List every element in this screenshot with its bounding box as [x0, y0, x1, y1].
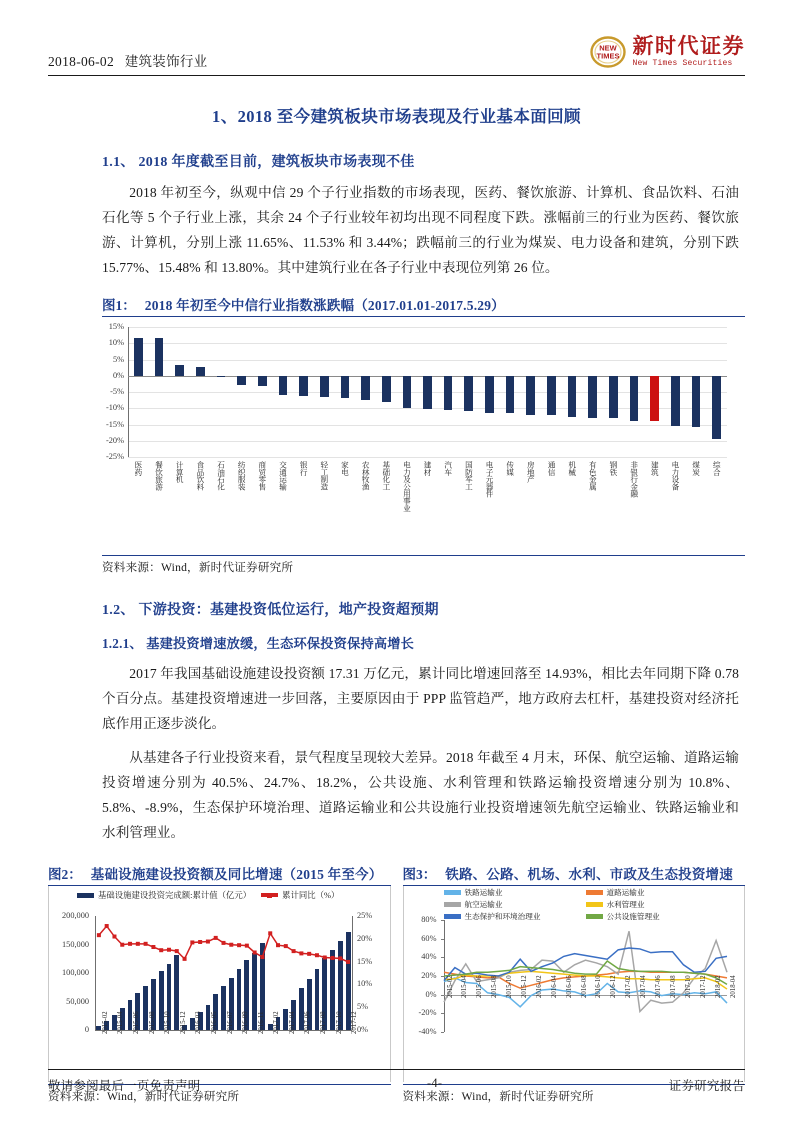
category-label: 电力设备 — [670, 461, 680, 490]
bar — [712, 376, 721, 439]
x-tick-label: 2015-08 — [148, 1011, 156, 1034]
line-series — [444, 931, 727, 1011]
figure-2-title: 基础设施建设投资额及同比增速（2015 年至今） — [90, 867, 383, 882]
bar — [444, 376, 453, 410]
x-tick-label: 2016-09 — [242, 1011, 250, 1034]
figure-row — [48, 863, 745, 1104]
y-tick-label: 80% — [421, 915, 437, 924]
x-tick-label: 2017-06 — [655, 975, 663, 998]
y-tick-label: 20% — [421, 971, 437, 980]
figure-2-header — [48, 863, 391, 886]
bar-highlight — [650, 376, 659, 421]
category-label: 银行 — [299, 461, 309, 476]
bar — [299, 376, 308, 396]
svg-text:TIMES: TIMES — [596, 51, 619, 61]
y-tick-label: 60% — [421, 933, 437, 943]
x-tick-label: 2017-12 — [351, 1011, 359, 1034]
x-tick-label: 2017-04 — [640, 975, 648, 998]
bar — [568, 376, 577, 417]
y-tick-label-left: 150,000 — [62, 939, 89, 949]
y-tick-label: 0% — [425, 989, 437, 999]
figure-3-chart — [403, 886, 746, 1082]
x-tick-label: 2017-04 — [288, 1011, 296, 1034]
category-label: 基础化工 — [381, 461, 391, 490]
category-label: 电子元器件 — [485, 461, 495, 497]
x-tick-label: 2016-12 — [610, 975, 618, 998]
bar — [155, 338, 164, 375]
x-tick-label: 2016-04 — [550, 975, 558, 998]
bar — [547, 376, 556, 416]
y-tick-label: 5% — [112, 354, 124, 364]
bar — [196, 367, 205, 375]
bar — [423, 376, 432, 409]
figure-3-source: 资料来源：Wind，新时代证券研究所 — [403, 1084, 746, 1104]
y-tick-label-left: 50,000 — [66, 996, 89, 1006]
figure-3-title: 铁路、公路、机场、水利、市政及生态投资增速 — [445, 867, 733, 882]
y-tick-label: 15% — [108, 322, 124, 331]
x-tick-label: 2017-08 — [319, 1011, 327, 1034]
x-tick-label: 2017-02 — [625, 975, 633, 998]
category-label: 农林牧渔 — [361, 461, 371, 490]
bar — [403, 376, 412, 408]
figure-3-number: 图3： — [402, 867, 437, 882]
category-label: 钢铁 — [608, 461, 618, 476]
company-name — [633, 36, 746, 68]
x-tick-label: 2015-10 — [506, 975, 514, 998]
x-tick-label: 2016-08 — [580, 975, 588, 998]
category-label: 综合 — [712, 461, 722, 476]
figure-2 — [48, 863, 391, 1104]
figure-2-source: 资料来源：Wind，新时代证券研究所 — [48, 1084, 391, 1104]
y-tick-label: 10% — [108, 338, 124, 348]
x-tick-label: 2016-05 — [210, 1011, 218, 1034]
legend-label: 铁路运输业 — [464, 888, 503, 897]
legend-label: 公共设施管理业 — [606, 912, 660, 921]
bar — [175, 365, 184, 376]
paragraph-1-2-1-b: 从基建各子行业投资来看，景气程度呈现较大差异。2018 年截至 4 月末，环保、航空运输、道路运输投资增速分别为 40.5%、24.7%、18.2%，公共设施、水利管理和铁路运输投资增速分别为 10.8%、5.8%、-8.9%，生态保护环境治理、道路运输业和公共设施行业投资增速领先航空运输业、铁路运输业和水利管理业。 — [102, 750, 739, 840]
bar — [320, 376, 329, 397]
bar — [506, 376, 515, 414]
company-logo — [589, 33, 746, 72]
y-tick-label: -20% — [418, 1008, 437, 1018]
figure-1 — [48, 294, 745, 575]
bar — [237, 376, 246, 385]
bar — [217, 376, 226, 377]
category-label: 国防军工 — [464, 461, 474, 490]
footer-doc-type: 证券研究报告 — [668, 1079, 745, 1093]
gridline — [128, 327, 727, 328]
y-tick-label-left: 200,000 — [62, 911, 89, 920]
bar — [671, 376, 680, 426]
figure-1-number: 图1： — [102, 298, 136, 313]
company-name-en: New Times Securities — [632, 59, 733, 68]
gridline — [128, 441, 727, 442]
y-tick-label-right: 15% — [357, 956, 373, 966]
x-tick-label: 2017-08 — [669, 975, 677, 998]
bar — [630, 376, 639, 422]
svg-text:NEW: NEW — [598, 43, 617, 53]
x-tick-label: 2016-02 — [535, 975, 543, 998]
legend-label: 水利管理业 — [606, 900, 645, 909]
footer-disclaimer: 敬请参阅最后一页免责声明 — [48, 1079, 201, 1093]
heading-1-1: 1.1、 2018 年度截至目前，建筑板块市场表现不佳 — [102, 155, 415, 170]
x-tick-label: 2017-10 — [335, 1011, 343, 1034]
bar — [279, 376, 288, 395]
y-tick-label: -40% — [418, 1027, 437, 1036]
category-label: 通信 — [547, 461, 557, 476]
header-meta — [48, 50, 208, 72]
category-label: 轻工制造 — [319, 461, 329, 490]
y-tick-label-left: 100,000 — [62, 968, 89, 977]
figure-1-header — [102, 294, 745, 317]
category-label: 餐饮旅游 — [154, 461, 164, 490]
category-label: 计算机 — [175, 461, 185, 483]
x-tick-label: 2016-10 — [595, 975, 603, 998]
legend-label: 航空运输业 — [464, 900, 503, 909]
figure-1-chart — [48, 317, 745, 553]
bar — [258, 376, 267, 386]
category-label: 汽车 — [443, 461, 453, 476]
x-tick-label: 2015-08 — [491, 975, 499, 998]
x-tick-label: 2017-12 — [699, 975, 707, 998]
new-times-seal-icon — [589, 33, 627, 71]
gridline — [128, 457, 727, 458]
x-tick-label: 2016-03 — [195, 1011, 203, 1034]
y-tick-label-right: 10% — [357, 979, 373, 989]
gridline — [128, 343, 727, 344]
bar — [464, 376, 473, 411]
y-tick-label: -5% — [110, 387, 124, 396]
footer-page-number: -4- — [427, 1076, 443, 1090]
y-tick-label-right: 25% — [357, 911, 373, 920]
category-label: 非银行金融 — [629, 461, 639, 497]
y-tick-label-left: 0 — [84, 1025, 89, 1034]
category-label: 房地产 — [526, 461, 536, 483]
company-name-cn: 新时代证券 — [632, 34, 745, 58]
bar — [588, 376, 597, 419]
bar — [526, 376, 535, 415]
x-tick-label: 2016-06 — [565, 975, 573, 998]
x-tick-label: 2017-02 — [273, 1011, 281, 1034]
category-label: 医药 — [133, 461, 143, 476]
section-number: 1、 — [212, 107, 238, 126]
legend-label: 道路运输业 — [606, 888, 645, 897]
category-label: 食品饮料 — [195, 461, 205, 490]
page-title — [48, 103, 745, 127]
gridline — [128, 360, 727, 361]
bar — [341, 376, 350, 398]
bar — [361, 376, 370, 400]
x-tick-label: 2015-06 — [476, 975, 484, 998]
x-tick-label: 2018-04 — [729, 975, 737, 998]
heading-1-2: 1.2、 下游投资：基建投资低位运行，地产投资超预期 — [102, 603, 439, 618]
y-tick-label-right: 20% — [357, 933, 373, 943]
category-label: 家电 — [340, 461, 350, 476]
category-label: 建筑 — [650, 461, 660, 476]
bar — [485, 376, 494, 413]
x-tick-label: 2017-10 — [684, 975, 692, 998]
x-tick-label: 2015-12 — [520, 975, 528, 998]
category-label: 煤炭 — [691, 461, 701, 476]
figure-1-source: 资料来源：Wind，新时代证券研究所 — [102, 555, 745, 575]
y-tick-label: -25% — [106, 452, 124, 461]
category-label: 机械 — [567, 461, 577, 476]
x-tick-label: 2016-07 — [226, 1011, 234, 1034]
y-tick-label: 40% — [421, 952, 437, 962]
y-tick-label-right: 5% — [357, 1002, 369, 1012]
x-tick-label: 2015-12 — [179, 1011, 187, 1034]
category-label: 建材 — [423, 461, 433, 476]
figure-1-title: 2018 年初至今中信行业指数涨跌幅（2017.01.01-2017.5.29） — [144, 298, 505, 313]
category-label: 电力及公用事业 — [402, 461, 412, 512]
y-tick-label: -15% — [106, 419, 124, 429]
y-tick-label: -20% — [106, 435, 124, 445]
gridline — [128, 425, 727, 426]
x-tick-label: 2016-11 — [257, 1011, 265, 1034]
paragraph-1-2-1-a: 2017 年我国基础设施建设投资额 17.31 万亿元，累计同比增速回落至 14.93%，相比去年同期下降 0.78 个百分点。基建投资增速进一步回落，主要原因由于 PPP 监管趋严，地方政府去杠杆，基建投资对经济托底作用正逐步淡化。 — [102, 666, 739, 731]
category-label: 商贸零售 — [257, 461, 267, 490]
figure-3-header — [403, 863, 746, 886]
bar — [609, 376, 618, 419]
category-label: 石油石化 — [216, 461, 226, 490]
legend-label: 基础设施建设投资完成额:累计值（亿元） — [98, 891, 252, 900]
bar — [382, 376, 391, 402]
x-tick-label: 2017-06 — [304, 1011, 312, 1034]
bar — [134, 338, 143, 376]
figure-2-chart — [48, 886, 391, 1082]
legend-label: 累计同比（%） — [282, 891, 340, 900]
y-axis — [128, 327, 129, 457]
x-tick-label: 2015-10 — [164, 1011, 172, 1034]
legend-label: 生态保护和环境治理业 — [464, 912, 541, 921]
heading-1-2-1: 1.2.1、 基建投资增速放缓，生态环保投资保持高增长 — [102, 636, 415, 651]
y-tick-label-right: 0% — [357, 1025, 369, 1034]
report-date: 2018-06-02 — [48, 54, 114, 69]
category-label: 交通运输 — [278, 461, 288, 490]
category-label: 有色金属 — [588, 461, 598, 490]
page-header — [48, 0, 745, 76]
report-industry: 建筑装饰行业 — [124, 54, 208, 69]
category-label: 纺织服装 — [237, 461, 247, 490]
x-tick-label: 2018-02 — [714, 975, 722, 998]
figure-3 — [403, 863, 746, 1104]
paragraph-1-1: 2018 年初至今，纵观中信 29 个子行业指数的市场表现，医药、餐饮旅游、计算机、食品饮料、石油石化等 5 个子行业上涨，其余 24 个子行业较年初均出现不同程度下跌。涨幅前三的行业为医药、餐饮旅游、计算机，分别上涨 11.65%、11.53% 和 3.44%；跌幅前三的行业为煤炭、电力设备和建筑，分别下跌 15.77%、15.48% 和 13.80%。其中建筑行业在各子行业中表现位列第 26 位。 — [102, 185, 739, 275]
section-title-text: 2018 至今建筑板块市场表现及行业基本面回顾 — [237, 107, 581, 126]
x-tick-label: 2015-02 — [446, 975, 454, 998]
page-footer — [48, 1069, 745, 1094]
y-tick-label: 0% — [112, 370, 124, 380]
y-tick-label: -10% — [106, 403, 124, 413]
x-tick-label: 2015-04 — [117, 1011, 125, 1034]
x-tick-label: 2015-04 — [461, 975, 469, 998]
x-tick-label: 2015-06 — [133, 1011, 141, 1034]
bar — [692, 376, 701, 427]
category-label: 传媒 — [505, 461, 515, 476]
figure-2-number: 图2： — [48, 867, 82, 882]
x-tick-label: 2015-02 — [101, 1011, 109, 1034]
yoy-line — [49, 886, 382, 1082]
